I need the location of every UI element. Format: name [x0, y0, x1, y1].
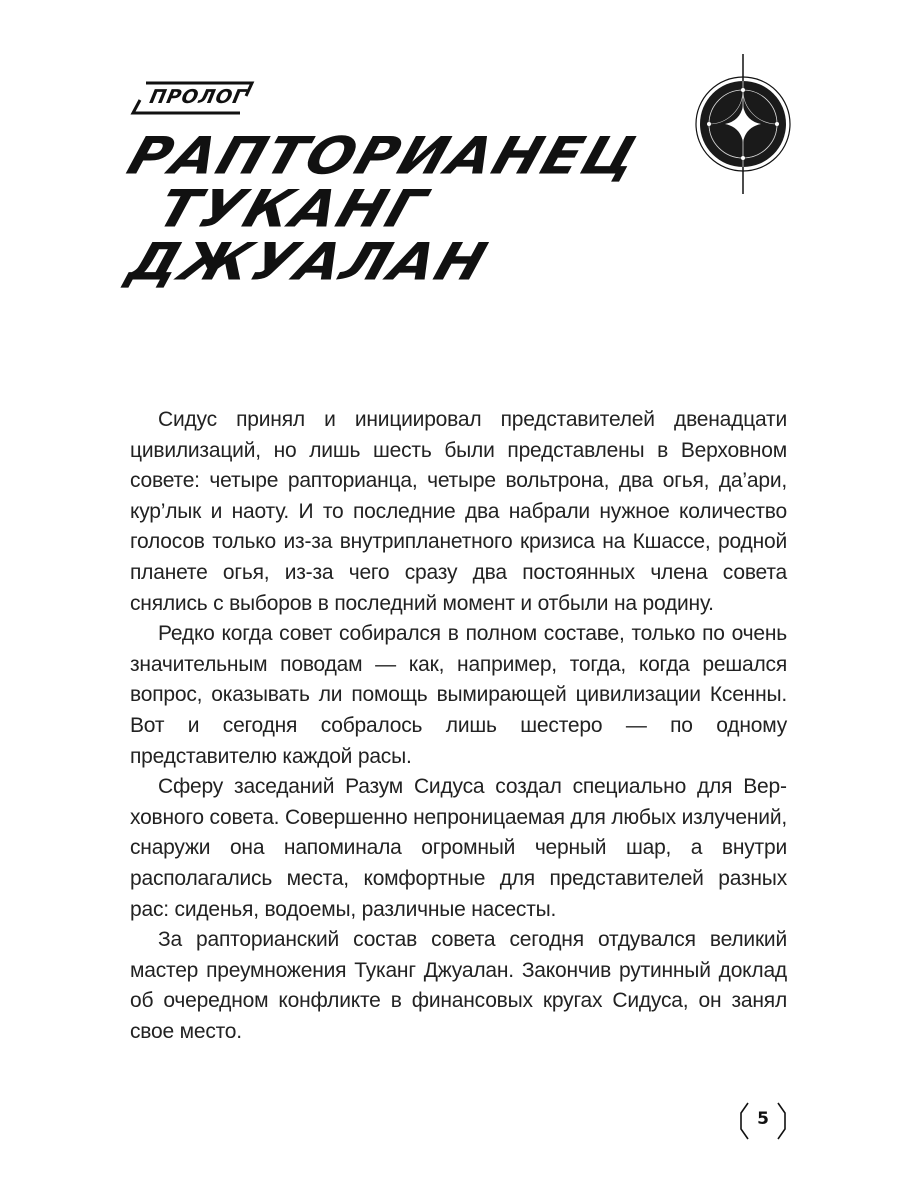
title-line-3: ДЖУАЛАН [120, 232, 496, 293]
chapter-label-text: ПРОЛОГ [147, 86, 249, 108]
paragraph-4: За рапторианский состав совета сегодня отдувался великий мастер преумножения Туканг Джуалан. Закончив рутинный доклад об очередном конфликте в финансовых кругах Сидуса, он занял свое место. [130, 928, 787, 1043]
title-line-2: ТУКАНГ [150, 179, 435, 240]
title-line-1: РАПТОРИАНЕЦ [120, 126, 648, 187]
chapter-label [130, 80, 255, 116]
paragraph-2: Редко когда совет собирался в полном составе, только по очень значительным поводам — как, например, тогда, когда решался вопрос, оказывать ли помощь вымирающей цивилизации Ксенны. Вот и сегодня собралось лишь шестеро — по одному представителю каждой расы. [130, 622, 787, 768]
paragraph-3: Сферу заседаний Разум Сидуса создал специально для Верховного совета. Совершенно непроницаемая для любых излучений, снаружи она напоминала огромный черный шар, а внутри располагались места, комфортные для представителей разных рас: сиденья, водоемы, различные насесты. [130, 775, 787, 921]
chapter-title [120, 126, 650, 293]
star-compass-emblem-icon [693, 54, 793, 194]
page-number [738, 1099, 788, 1143]
body-text [130, 405, 787, 1047]
page-number-text: 5 [757, 1109, 769, 1129]
paragraph-1: Сидус принял и инициировал представителей двенадцати цивилизаций, но лишь шесть были представлены в Верховном совете: четыре рапторианца, четыре вольтрона, два огья, да’ари, кур’лык и наоту. И то последние два набрали нужное количество голосов только из-за внутрипланетного кризиса на Кшассе, родной планете огья, из-за чего сразу два постоянных члена совета снялись с выборов в последний момент и отбыли на родину. [130, 408, 787, 615]
